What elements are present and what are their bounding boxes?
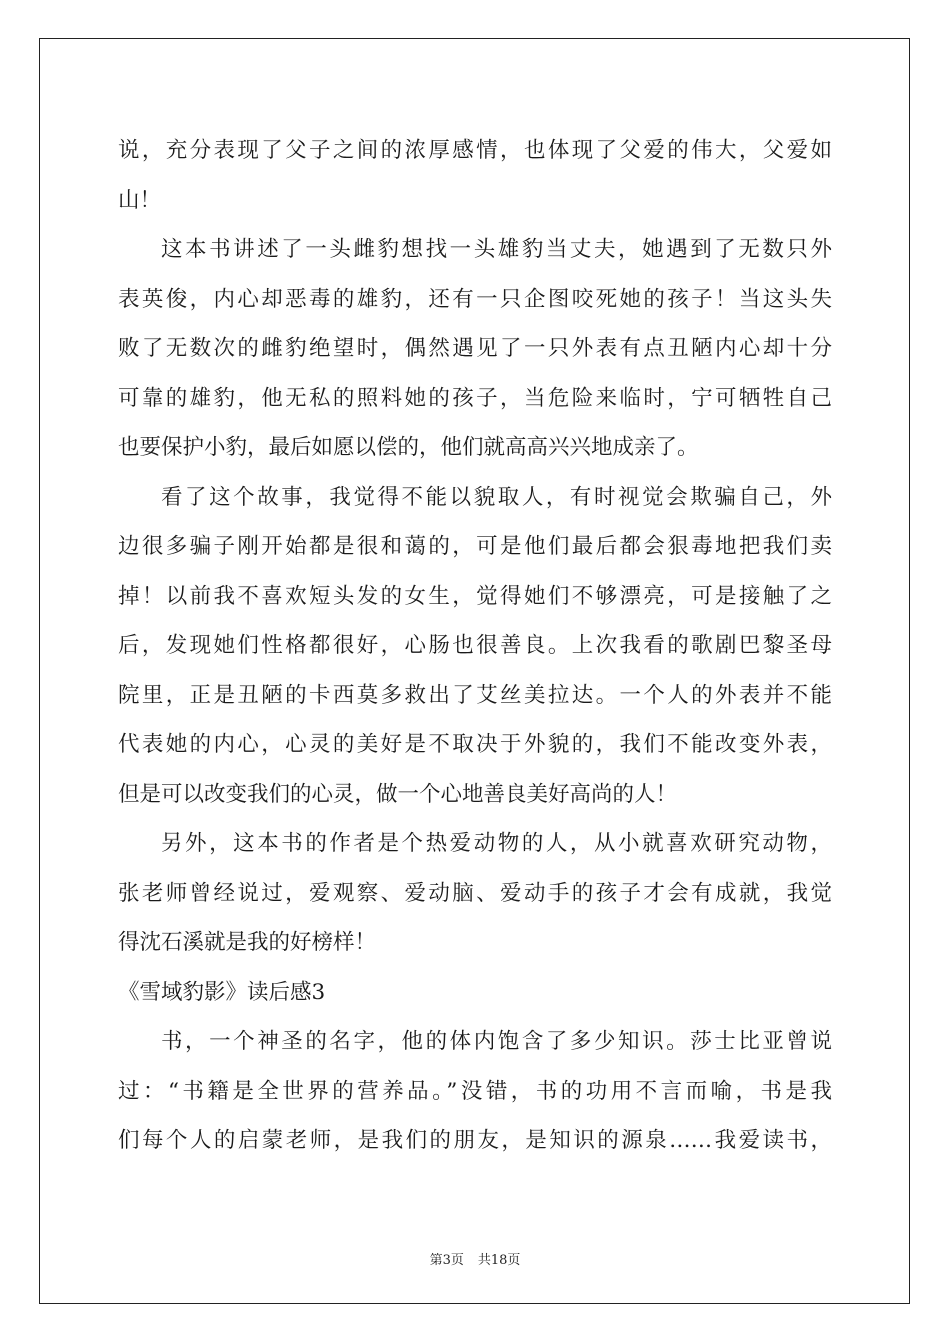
text-line: 可靠的雄豹，他无私的照料她的孩子，当危险来临时，宁可牺牲自己	[118, 385, 832, 411]
text-line: 表英俊，内心却恶毒的雄豹，还有一只企图咬死她的孩子！当这头失	[118, 286, 832, 312]
paragraph-first-line: 看了这个故事，我觉得不能以貌取人，有时视觉会欺骗自己，外	[161, 484, 832, 510]
text-line: 掉！以前我不喜欢短头发的女生，觉得她们不够漂亮，可是接触了之	[118, 583, 832, 609]
text-line: 们每个人的启蒙老师，是我们的朋友，是知识的源泉……我爱读书，	[118, 1128, 832, 1153]
section-heading: 《雪域豹影》读后感3	[118, 979, 326, 1005]
paragraph-first-line: 这本书讲述了一头雌豹想找一头雄豹当丈夫，她遇到了无数只外	[161, 237, 832, 262]
text-line: 得沈石溪就是我的好榜样！	[118, 930, 377, 955]
paragraph-first-line: 另外，这本书的作者是个热爱动物的人，从小就喜欢研究动物，	[161, 831, 832, 856]
text-line: 也要保护小豹，最后如愿以偿的，他们就高高兴兴地成亲了。	[118, 435, 699, 460]
paragraph-first-line: 书，一个神圣的名字，他的体内饱含了多少知识。莎士比亚曾说	[161, 1029, 832, 1054]
text-line: 败了无数次的雌豹绝望时，偶然遇见了一只外表有点丑陋内心却十分	[118, 336, 832, 361]
text-line: 院里，正是丑陋的卡西莫多救出了艾丝美拉达。一个人的外表并不能	[118, 682, 832, 708]
text-line: 说，充分表现了父子之间的浓厚感情，也体现了父爱的伟大，父爱如	[118, 138, 832, 163]
text-line: 张老师曾经说过，爱观察、爱动脑、爱动手的孩子才会有成就，我觉	[118, 880, 832, 906]
text-line: 后，发现她们性格都很好，心肠也很善良。上次我看的歌剧巴黎圣母	[118, 633, 832, 658]
text-line: 过：“书籍是全世界的营养品。”没错，书的功用不言而喻，书是我	[118, 1078, 832, 1104]
page-number: 第3页	[429, 1253, 464, 1268]
page-footer	[0, 1249, 950, 1268]
text-line: 代表她的内心，心灵的美好是不取决于外貌的，我们不能改变外表，	[118, 732, 832, 757]
text-line: 边很多骗子刚开始都是很和蔼的，可是他们最后都会狠毒地把我们卖	[118, 534, 832, 559]
text-line: 但是可以改变我们的心灵，做一个心地善良美好高尚的人！	[118, 781, 678, 807]
text-line: 山！	[118, 187, 162, 213]
page-total: 共18页	[477, 1253, 521, 1268]
document-body	[118, 126, 832, 1166]
